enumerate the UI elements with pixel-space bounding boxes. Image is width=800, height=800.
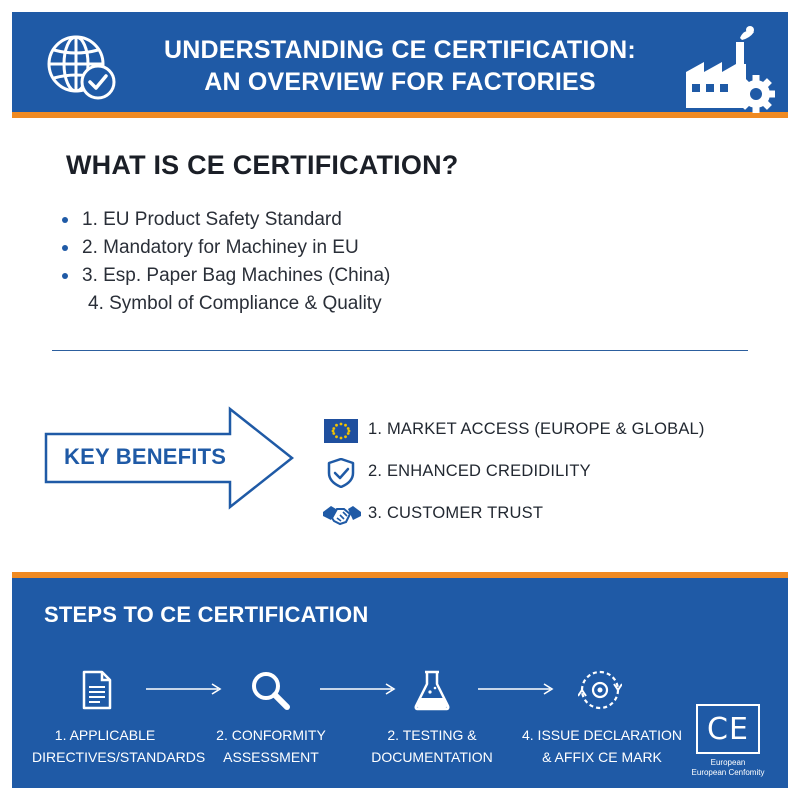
benefit-text: 1. MARKET ACCESS (EUROPE & GLOBAL) bbox=[368, 420, 705, 438]
step-2-label: 2. CONFORMITY ASSESSMENT bbox=[216, 727, 326, 765]
list-item: 4. Symbol of Compliance & Quality bbox=[88, 293, 382, 314]
section-divider bbox=[52, 350, 748, 351]
ce-mark-caption: European European Cenfomity bbox=[691, 758, 765, 777]
step-3-label: 2. TESTING & DOCUMENTATION bbox=[371, 727, 493, 765]
page-title bbox=[112, 34, 688, 98]
ce-mark-logo: CE bbox=[696, 704, 760, 754]
flask-icon bbox=[410, 668, 454, 712]
factory-gear-icon bbox=[680, 24, 776, 114]
page-title-line1: UNDERSTANDING CE CERTIFICATION: bbox=[164, 36, 636, 64]
steps-heading: STEPS TO CE CERTIFICATION bbox=[44, 602, 369, 627]
arrow-right-icon bbox=[320, 682, 396, 696]
benefit-text: 2. ENHANCED CREDIDILITY bbox=[368, 462, 591, 480]
benefit-text: 3. CUSTOMER TRUST bbox=[368, 504, 544, 522]
list-item: 2. Mandatory for Machiney in EU bbox=[62, 234, 390, 262]
list-item: 3. Esp. Paper Bag Machines (China) bbox=[62, 262, 390, 290]
magnifier-icon bbox=[248, 668, 292, 712]
arrow-right-icon bbox=[478, 682, 554, 696]
arrow-right-icon bbox=[146, 682, 222, 696]
document-icon bbox=[74, 668, 118, 712]
what-is-list bbox=[62, 206, 390, 318]
globe-check-icon bbox=[44, 32, 120, 104]
steps-banner bbox=[12, 572, 788, 788]
what-is-heading: WHAT IS CE CERTIFICATION? bbox=[66, 150, 459, 180]
eu-flag-icon bbox=[322, 416, 362, 446]
page-title-line2: AN OVERVIEW FOR FACTORIES bbox=[204, 68, 596, 96]
shield-check-icon bbox=[322, 458, 362, 488]
key-benefits-label: KEY BENEFITS bbox=[64, 444, 227, 469]
step-1-label: 1. APPLICABLE DIRECTIVES/STANDARDS bbox=[32, 727, 206, 765]
header-banner bbox=[12, 12, 788, 118]
list-item: 1. EU Product Safety Standard bbox=[62, 206, 390, 234]
cycle-gear-icon bbox=[578, 668, 622, 712]
step-4-label: 4. ISSUE DECLARATION & AFFIX CE MARK bbox=[521, 727, 682, 765]
handshake-icon bbox=[322, 500, 362, 530]
bullet-icon bbox=[62, 217, 68, 223]
bullet-icon bbox=[62, 273, 68, 279]
bullet-icon bbox=[62, 245, 68, 251]
